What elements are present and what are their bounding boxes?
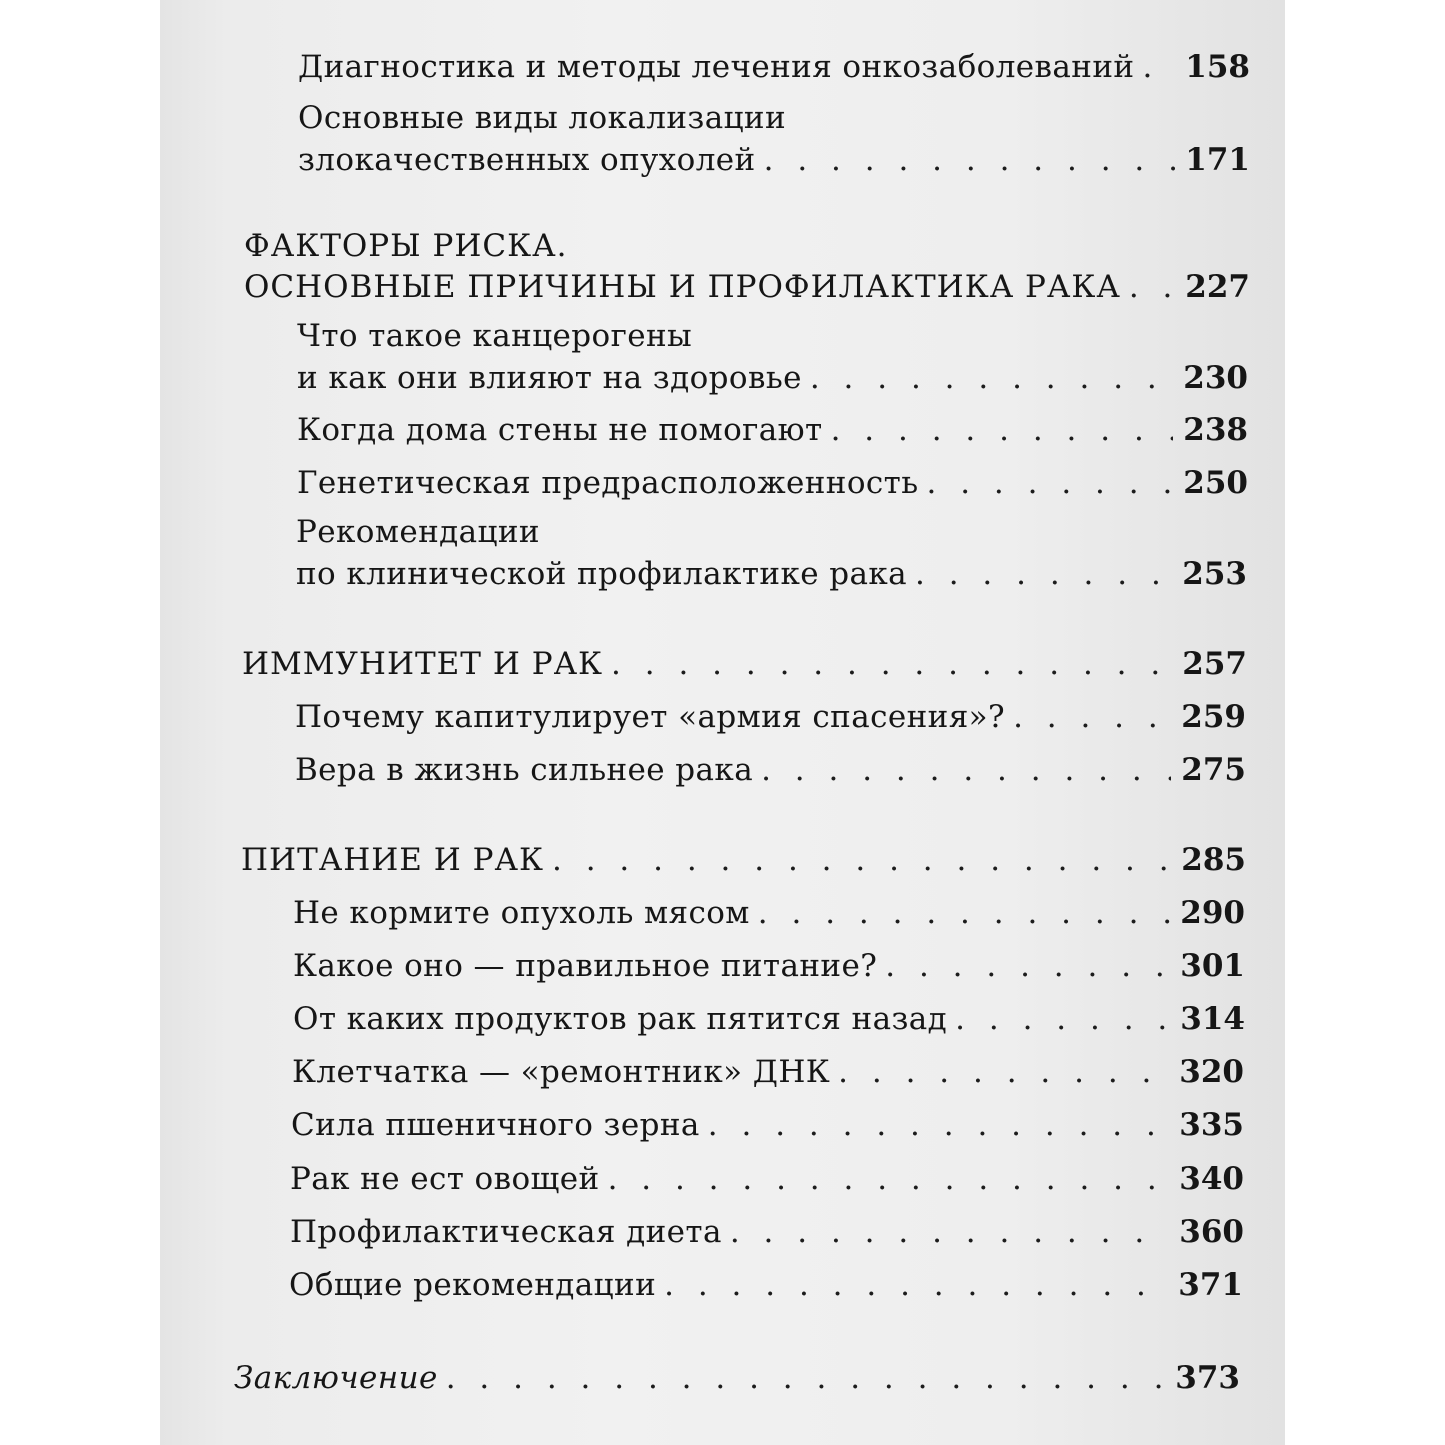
toc-entry-label: Генетическая предрасположенность — [297, 465, 919, 501]
toc-entry-vegetables — [290, 1158, 1244, 1200]
toc-entry-label: Какое оно — правильное питание? — [293, 948, 878, 984]
toc-section-nutrition — [241, 839, 1246, 881]
dot-leader — [915, 553, 1172, 595]
toc-entry-label: Вера в жизнь сильнее рака — [295, 752, 754, 788]
toc-entry-label: ИММУНИТЕТ И РАК — [242, 646, 604, 682]
dot-leader — [1142, 46, 1175, 88]
toc-page-number: 259 — [1181, 699, 1246, 735]
toc-page-number: 314 — [1180, 1001, 1245, 1037]
toc-entry-label: Сила пшеничного зерна — [291, 1107, 700, 1143]
dot-leader — [730, 1211, 1169, 1253]
toc-entry-products — [293, 998, 1245, 1040]
toc-entry-army — [295, 696, 1246, 738]
dot-leader — [831, 409, 1174, 451]
toc-entry-diet — [290, 1211, 1244, 1253]
toc-page-number: 290 — [1180, 895, 1245, 931]
toc-page-number: 253 — [1182, 556, 1247, 592]
toc-entry-label: От каких продуктов рак пятится назад — [293, 1001, 948, 1037]
toc-entry-conclusion — [234, 1357, 1240, 1399]
toc-page-number: 285 — [1181, 842, 1246, 878]
toc-page-number: 257 — [1182, 646, 1247, 682]
dot-leader — [761, 749, 1171, 791]
toc-entry-label: Почему капитулирует «армия спасения»? — [295, 699, 1006, 735]
dot-leader — [885, 945, 1170, 987]
toc-section-risk — [244, 266, 1250, 308]
toc-entry-label: по клинической профилактике рака — [296, 556, 908, 592]
dot-leader — [1129, 266, 1175, 308]
dot-leader — [955, 998, 1170, 1040]
toc-entry-fiber — [292, 1051, 1244, 1093]
toc-entry-label: Клетчатка — «ремонтник» ДНК — [292, 1054, 831, 1090]
toc-page-number: 227 — [1185, 269, 1250, 305]
toc-entry-label: Профилактическая диета — [290, 1214, 722, 1250]
toc-entry-carcinogens — [297, 357, 1248, 399]
toc-entry-label: Рак не ест овощей — [290, 1161, 600, 1197]
toc-entry-recommendations-line1: Рекомендации — [296, 514, 540, 550]
toc-entry-label: Не кормите опухоль мясом — [293, 895, 750, 931]
toc-page-number: 250 — [1183, 465, 1248, 501]
toc-page-number: 320 — [1179, 1054, 1244, 1090]
toc-page-number: 371 — [1178, 1267, 1243, 1303]
toc-page-number: 360 — [1179, 1214, 1244, 1250]
toc-entry-label: ОСНОВНЫЕ ПРИЧИНЫ И ПРОФИЛАКТИКА РАКА — [244, 269, 1121, 305]
toc-page-number: 275 — [1181, 752, 1246, 788]
toc-entry-localization — [298, 139, 1250, 181]
dot-leader — [708, 1104, 1170, 1146]
dot-leader — [611, 643, 1172, 685]
toc-entry-carcinogens-line1: Что такое канцерогены — [297, 318, 693, 354]
toc-entry-wheat — [291, 1104, 1244, 1146]
toc-entry-home-walls — [297, 409, 1248, 451]
toc-entry-label: Общие рекомендации — [289, 1267, 657, 1303]
toc-page-number: 335 — [1179, 1107, 1244, 1143]
toc-page-number: 301 — [1180, 948, 1245, 984]
toc-entry-label: злокачественных опухолей — [298, 142, 756, 178]
toc-entry-meat — [293, 892, 1245, 934]
toc-entry-diagnostics — [298, 46, 1250, 88]
dot-leader — [758, 892, 1170, 934]
toc-entry-general — [289, 1264, 1243, 1306]
toc-page-number: 373 — [1175, 1360, 1240, 1396]
dot-leader — [764, 139, 1176, 181]
dot-leader — [1013, 696, 1171, 738]
toc-entry-label: ПИТАНИЕ И РАК — [241, 842, 544, 878]
toc-page-number: 230 — [1183, 360, 1248, 396]
toc-entry-proper-nutrition — [293, 945, 1245, 987]
toc-page-number: 238 — [1183, 412, 1248, 448]
toc-page-number: 158 — [1185, 49, 1250, 85]
toc-section-risk-line1: ФАКТОРЫ РИСКА. — [244, 228, 568, 264]
dot-leader — [838, 1051, 1169, 1093]
toc-entry-faith — [295, 749, 1246, 791]
toc-entry-recommendations — [296, 553, 1247, 595]
toc-entry-localization-line1: Основные виды локализации — [298, 100, 787, 136]
table-of-contents — [160, 0, 1285, 1445]
dot-leader — [446, 1357, 1166, 1399]
toc-entry-label: Когда дома стены не помогают — [297, 412, 823, 448]
toc-page-number: 340 — [1179, 1161, 1244, 1197]
toc-entry-label: Диагностика и методы лечения онкозаболеваний — [298, 49, 1135, 85]
dot-leader — [608, 1158, 1170, 1200]
dot-leader — [664, 1264, 1168, 1306]
toc-entry-label: Заключение — [234, 1360, 438, 1396]
book-page — [160, 0, 1285, 1445]
toc-section-immunity — [242, 643, 1247, 685]
toc-entry-genetics — [297, 462, 1248, 504]
dot-leader — [810, 357, 1173, 399]
dot-leader — [927, 462, 1174, 504]
toc-page-number: 171 — [1185, 142, 1250, 178]
toc-entry-label: и как они влияют на здоровье — [297, 360, 802, 396]
dot-leader — [552, 839, 1171, 881]
